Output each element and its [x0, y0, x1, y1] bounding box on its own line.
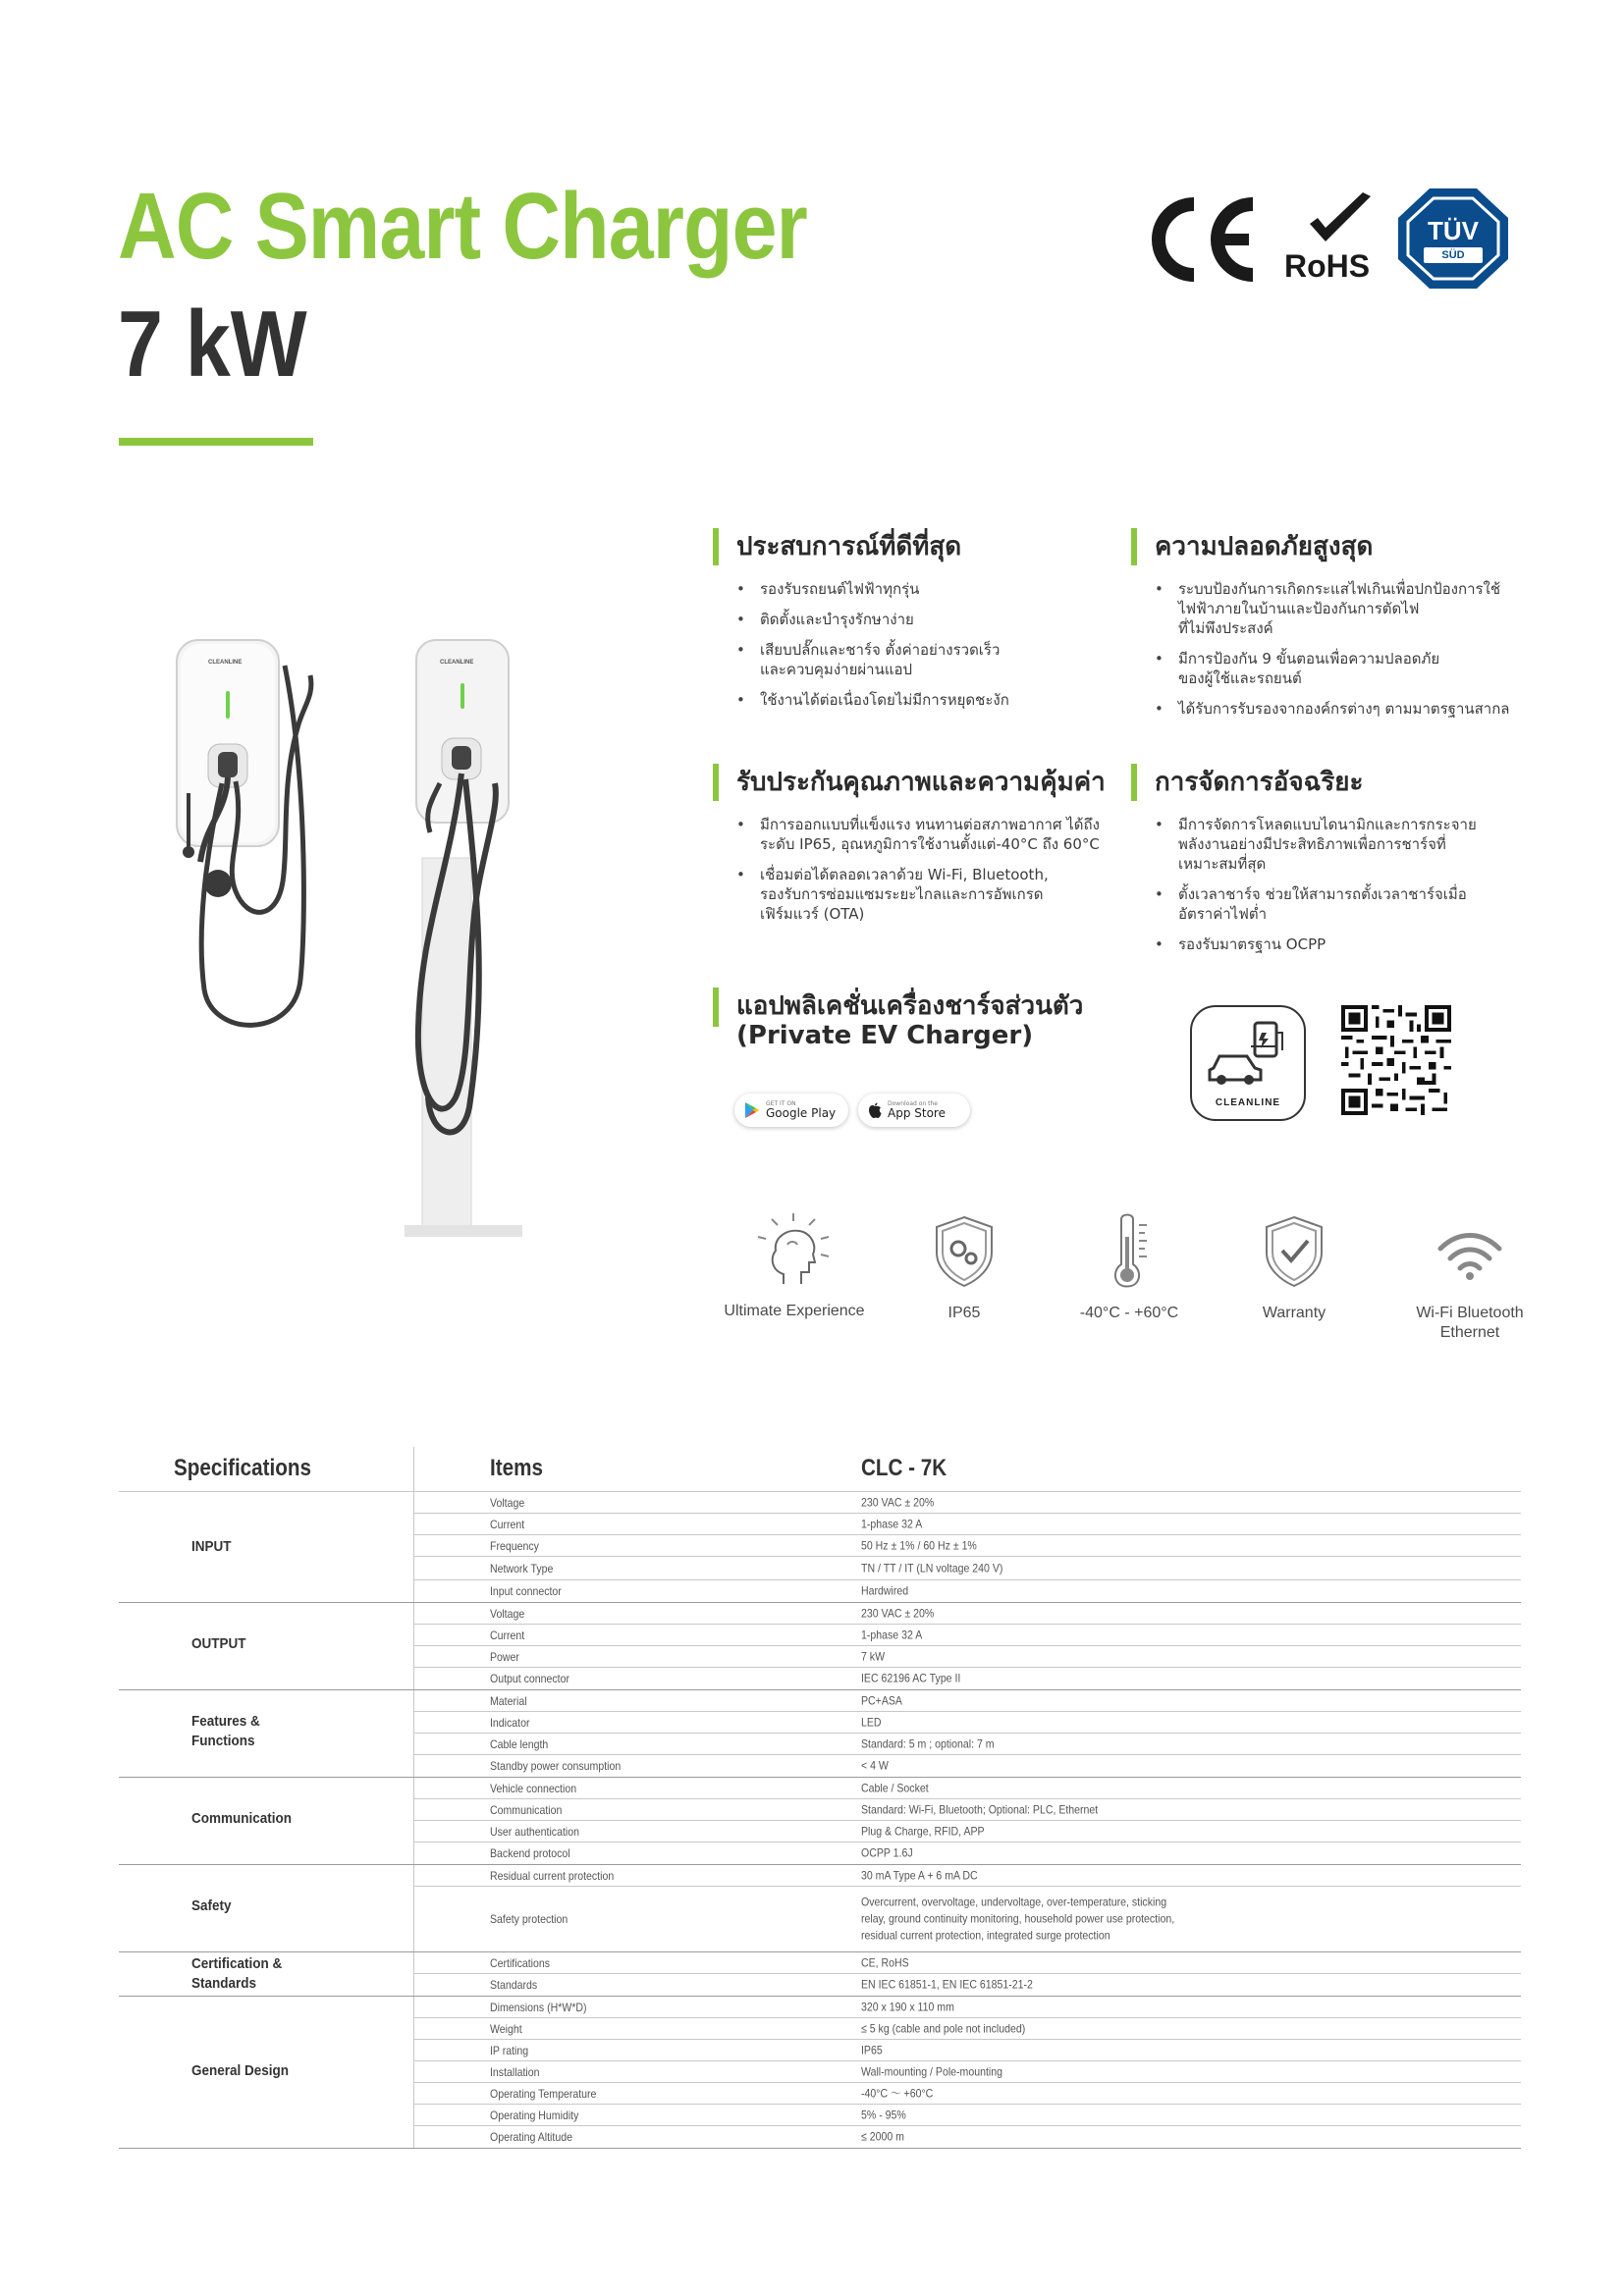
- google-play-label: Google Play: [766, 1106, 837, 1120]
- feature-item: • รองรับมาตรฐาน OCPP: [1155, 934, 1547, 954]
- header-specifications: Specifications: [174, 1455, 311, 1481]
- spec-value: 320 x 190 x 110 mm: [861, 2000, 954, 2013]
- app-store-button[interactable]: [858, 1094, 970, 1127]
- ultimate-experience-icon: [750, 1211, 839, 1292]
- feature-list: [1155, 815, 1547, 965]
- spec-value: < 4 W: [861, 1758, 889, 1773]
- spec-item: Residual current protection: [490, 1868, 615, 1883]
- checkmark-icon: [1282, 192, 1384, 251]
- spec-value: OCPP 1.6J: [861, 1845, 913, 1860]
- accent-bar: [1131, 764, 1137, 801]
- feature-item: • มีการจัดการโหลดแบบไดนามิกและการกระจาย พลังงานอย่างมีประสิทธิภาพเพื่อการชาร์จที่ เหมาะสมที่สุด: [1155, 815, 1547, 874]
- table-row: [413, 1690, 1521, 1712]
- table-row: [413, 1557, 1521, 1580]
- spec-group-safety: [119, 1865, 1521, 1952]
- table-row: [413, 1492, 1521, 1514]
- spec-item: Frequency: [490, 1538, 539, 1553]
- group-name: INPUT: [191, 1538, 232, 1555]
- group-name: Certification & Standards: [191, 1955, 283, 1992]
- spec-item: Safety protection: [490, 1912, 568, 1926]
- wall-charger-image: [167, 636, 324, 1048]
- icon-label: Wi-Fi Bluetooth Ethernet: [1416, 1305, 1524, 1341]
- table-row: [413, 1799, 1521, 1821]
- spec-value: 50 Hz ± 1% / 60 Hz ± 1%: [861, 1538, 977, 1552]
- spec-item: Cable length: [490, 1736, 549, 1751]
- spec-item: Voltage: [490, 1606, 525, 1621]
- group-name: Communication: [191, 1810, 293, 1827]
- accent-bar: [1131, 528, 1137, 565]
- spec-item: Standby power consumption: [490, 1759, 622, 1773]
- group-name: General Design: [191, 2062, 290, 2079]
- spec-item: Output connector: [490, 1672, 570, 1685]
- feature-title: รับประกันคุณภาพและความคุ้มค่า: [736, 768, 1106, 797]
- spec-item: Dimensions (H*W*D): [490, 2000, 587, 2014]
- spec-item: Operating Temperature: [490, 2086, 597, 2101]
- header-model: CLC - 7K: [861, 1455, 947, 1481]
- spec-value: Wall-mounting / Pole-mounting: [861, 2064, 1003, 2078]
- spec-value: 1-phase 32 A: [861, 1517, 923, 1530]
- table-row: [413, 1842, 1521, 1864]
- spec-value: Plug & Charge, RFID, APP: [861, 1824, 985, 1838]
- spec-item: Certifications: [490, 1955, 551, 1970]
- feature-list: [1155, 579, 1547, 729]
- ev-car-charging-icon: [1192, 1007, 1304, 1095]
- spec-value: 30 mA Type A + 6 mA DC: [861, 1868, 978, 1882]
- icon-item-connectivity: [1386, 1211, 1553, 1343]
- feature-item: • ใช้งานได้ต่อเนื่องโดยไม่มีการหยุดชะงัก: [736, 690, 1090, 710]
- spec-item: Vehicle connection: [490, 1781, 577, 1795]
- spec-value: Standard: 5 m ; optional: 7 m: [861, 1736, 995, 1750]
- feature-title: ประสบการณ์ที่ดีที่สุด: [736, 532, 962, 561]
- table-row: [413, 2061, 1521, 2083]
- spec-item: Network Type: [490, 1561, 554, 1575]
- feature-item: • รองรับรถยนต์ไฟฟ้าทุกรุ่น: [736, 579, 1090, 599]
- spec-item: Current: [490, 1517, 525, 1531]
- spec-value: 5% - 95%: [861, 2108, 906, 2121]
- spec-value: TN / TT / IT (LN voltage 240 V): [861, 1561, 1003, 1575]
- title-underline: [119, 438, 313, 446]
- table-header: [119, 1447, 1521, 1492]
- table-row: [413, 2126, 1521, 2148]
- spec-item: Operating Humidity: [490, 2108, 579, 2122]
- spec-value: EN IEC 61851-1, EN IEC 61851-21-2: [861, 1977, 1033, 1992]
- spec-value: -40°C ～ +60°C: [861, 2086, 934, 2100]
- accent-bar: [713, 764, 719, 801]
- spec-item: User authentication: [490, 1824, 579, 1839]
- feature-list: [736, 579, 1090, 721]
- spec-value: Hardwired: [861, 1583, 909, 1598]
- table-row: [413, 2083, 1521, 2105]
- spec-item: Current: [490, 1628, 525, 1642]
- feature-title: ความปลอดภัยสูงสุด: [1155, 532, 1374, 561]
- table-row: [413, 2105, 1521, 2126]
- spec-value: Cable / Socket: [861, 1781, 929, 1794]
- feature-item: • ได้รับการรับรองจากองค์กรต่างๆ ตามมาตรฐานสากล: [1155, 699, 1547, 719]
- accent-bar: [713, 988, 719, 1027]
- app-title: แอปพลิเคชั่นเครื่องชาร์จส่วนตัว: [736, 991, 1084, 1021]
- feature-item: • มีการออกแบบที่แข็งแรง ทนทานต่อสภาพอากาศ ได้ถึง ระดับ IP65, อุณหภูมิการใช้งานตั้งแต่-40°C ถึง 60°C: [736, 815, 1149, 854]
- rohs-mark: [1282, 192, 1384, 287]
- icon-item-temperature: [1051, 1211, 1208, 1323]
- tuv-label: TÜV: [1428, 216, 1479, 245]
- google-play-small-label: GET IT ON: [766, 1100, 796, 1107]
- charger-app-icon: [1190, 1005, 1306, 1121]
- table-row: [413, 1734, 1521, 1755]
- spec-item: Power: [490, 1649, 519, 1664]
- spec-value: 230 VAC ± 20%: [861, 1495, 935, 1509]
- table-row: [413, 1514, 1521, 1535]
- feature-item: • ระบบป้องกันการเกิดกระแสไฟเกินเพื่อปกป้องการใช้ ไฟฟ้าภายในบ้านและป้องกันการตัดไฟ ที่ไม่พึงประสงค์: [1155, 579, 1547, 638]
- spec-item: Input connector: [490, 1584, 562, 1598]
- spec-item: Voltage: [490, 1495, 525, 1510]
- table-row: [413, 2040, 1521, 2061]
- tuv-sud-mark: [1396, 187, 1510, 291]
- spec-value: ≤ 5 kg (cable and pole not included): [861, 2021, 1026, 2035]
- spec-item: Weight: [490, 2021, 522, 2036]
- table-row: [413, 1974, 1521, 1996]
- group-name: OUTPUT: [191, 1635, 246, 1652]
- column-divider: [413, 1447, 414, 1492]
- spec-item: Communication: [490, 1802, 563, 1817]
- group-name: Features & Functions: [191, 1713, 260, 1749]
- icon-item-ip65: [886, 1211, 1043, 1323]
- spec-group-output: [119, 1603, 1521, 1690]
- logo-text-pole: CLEANLINE: [440, 660, 474, 666]
- spec-item: Installation: [490, 2064, 540, 2079]
- table-row: [413, 1778, 1521, 1799]
- app-icon-label: CLEANLINE: [1215, 1097, 1281, 1108]
- wifi-icon: [1431, 1211, 1509, 1292]
- spec-item: Material: [490, 1693, 527, 1708]
- table-row: [413, 1712, 1521, 1734]
- table-row: [413, 1952, 1521, 1974]
- spec-value: ≤ 2000 m: [861, 2129, 904, 2144]
- google-play-button[interactable]: [734, 1094, 848, 1127]
- table-row: [413, 1535, 1521, 1557]
- warranty-shield-icon: [1255, 1211, 1333, 1292]
- icon-item-experience: [711, 1211, 878, 1321]
- ip65-icon: [925, 1211, 1003, 1292]
- spec-group-features: [119, 1690, 1521, 1778]
- table-row: [413, 1887, 1521, 1951]
- spec-group-general-design: [119, 1997, 1521, 2149]
- icon-label: -40°C - +60°C: [1079, 1305, 1179, 1321]
- table-row: [413, 1865, 1521, 1887]
- table-row: [413, 1625, 1521, 1646]
- feature-item: • ติดตั้งและบำรุงรักษาง่าย: [736, 610, 1090, 629]
- spec-value: 230 VAC ± 20%: [861, 1606, 935, 1620]
- google-play-icon: [744, 1101, 760, 1119]
- icon-label: Warranty: [1262, 1305, 1326, 1321]
- spec-item: Standards: [490, 1978, 538, 1992]
- app-store-label: App Store: [888, 1106, 946, 1120]
- table-row: [413, 2018, 1521, 2040]
- table-row: [413, 1646, 1521, 1668]
- specifications-table: [119, 1447, 1521, 2149]
- spec-value: Standard: Wi-Fi, Bluetooth; Optional: PLC, Ethernet: [861, 1802, 1099, 1816]
- icon-item-warranty: [1216, 1211, 1373, 1323]
- qr-code-icon: [1341, 1005, 1451, 1115]
- spec-value: CE, RoHS: [861, 1955, 909, 1969]
- apple-icon: [868, 1102, 882, 1119]
- table-row: [413, 1821, 1521, 1842]
- spec-value: Overcurrent, overvoltage, undervoltage, over-temperature, sticking relay, ground continuity monitoring, household power use protection, residual current protection, integrated surge protection: [861, 1895, 1175, 1943]
- icon-label: IP65: [947, 1305, 981, 1321]
- spec-item: Backend protocol: [490, 1846, 570, 1860]
- app-store-small-label: Download on the: [888, 1100, 938, 1107]
- feature-item: • ตั้งเวลาชาร์จ ช่วยให้สามารถตั้งเวลาชาร์จเมื่อ อัตราค่าไฟต่ำ: [1155, 884, 1547, 924]
- feature-item: • มีการป้องกัน 9 ขั้นตอนเพื่อความปลอดภัย ของผู้ใช้และรถยนต์: [1155, 649, 1547, 688]
- feature-item: • เชื่อมต่อได้ตลอดเวลาด้วย Wi-Fi, Bluetooth, รองรับการซ่อมแซมระยะไกลและการอัพเกรด เฟิร์มแวร์ (OTA): [736, 865, 1149, 924]
- spec-value: IEC 62196 AC Type II: [861, 1671, 961, 1685]
- header-items: Items: [490, 1455, 543, 1481]
- thermometer-icon: [1100, 1211, 1159, 1292]
- feature-item: • เสียบปลั๊กและชาร์จ ตั้งค่าอย่างรวดเร็ว และควบคุมง่ายผ่านแอป: [736, 640, 1090, 679]
- table-row: [413, 1997, 1521, 2018]
- group-name: Safety: [191, 1897, 232, 1914]
- spec-group-communication: [119, 1778, 1521, 1865]
- pole-charger-image: [401, 636, 528, 1241]
- spec-value: LED: [861, 1715, 882, 1729]
- spec-group-certification: [119, 1952, 1521, 1997]
- table-row: [413, 1755, 1521, 1777]
- accent-bar: [713, 528, 719, 565]
- spec-value: 1-phase 32 A: [861, 1628, 923, 1641]
- logo-text-wall: CLEANLINE: [208, 660, 243, 666]
- app-subtitle: (Private EV Charger): [736, 1021, 1034, 1050]
- spec-item: IP rating: [490, 2043, 529, 2057]
- spec-item: Indicator: [490, 1715, 530, 1730]
- ce-mark-icon: [1139, 192, 1261, 287]
- spec-group-input: [119, 1492, 1521, 1603]
- page-title: AC Smart Charger: [118, 174, 807, 279]
- table-row: [413, 1603, 1521, 1625]
- spec-item: Operating Altitude: [490, 2130, 572, 2144]
- power-rating: 7 kW: [118, 292, 307, 397]
- rohs-label: RoHS: [1284, 248, 1371, 284]
- spec-value: 7 kW: [861, 1649, 886, 1663]
- icon-label: Ultimate Experience: [724, 1303, 865, 1319]
- spec-value: PC+ASA: [861, 1693, 902, 1707]
- table-row: [413, 1580, 1521, 1602]
- spec-value: IP65: [861, 2043, 883, 2056]
- tuv-sud-label: SÜD: [1441, 249, 1465, 261]
- table-row: [413, 1668, 1521, 1689]
- feature-title: การจัดการอัจฉริยะ: [1155, 768, 1364, 797]
- feature-list: [736, 815, 1149, 934]
